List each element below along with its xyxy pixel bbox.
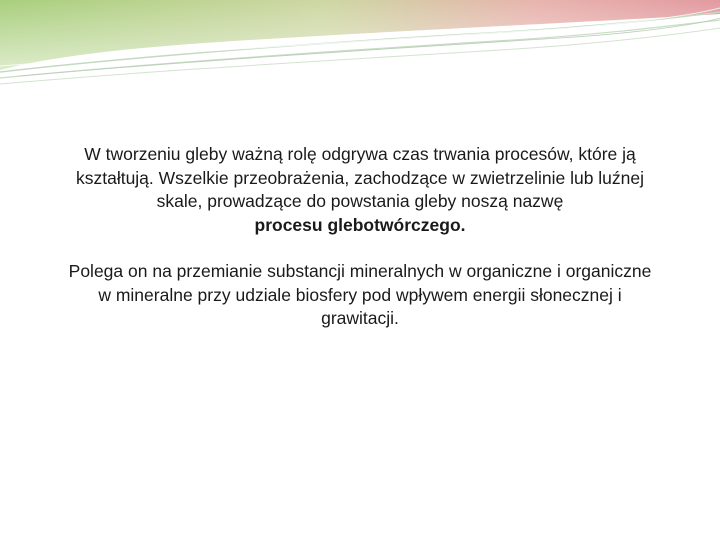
paragraph-process-description: Polega on na przemianie substancji mineralnych w organiczne i organiczne w mineralne przy udziale biosfery pod wpływem energii słonecznej i grawitacji. xyxy=(68,261,652,328)
paragraph-soil-formation-text: W tworzeniu gleby ważną rolę odgrywa czas trwania procesów, które ją kształtują. Wszelkie przeobrażenia, zachodzące w zwietrzelinie lub luźnej skale, prowadzące do powstania gleby noszą nazwę xyxy=(75,144,645,211)
decorative-header-band xyxy=(0,0,720,90)
slide-body xyxy=(60,143,660,331)
soil-formation-term: procesu glebotwórczego. xyxy=(254,214,466,235)
paragraph-soil-formation xyxy=(60,143,660,237)
